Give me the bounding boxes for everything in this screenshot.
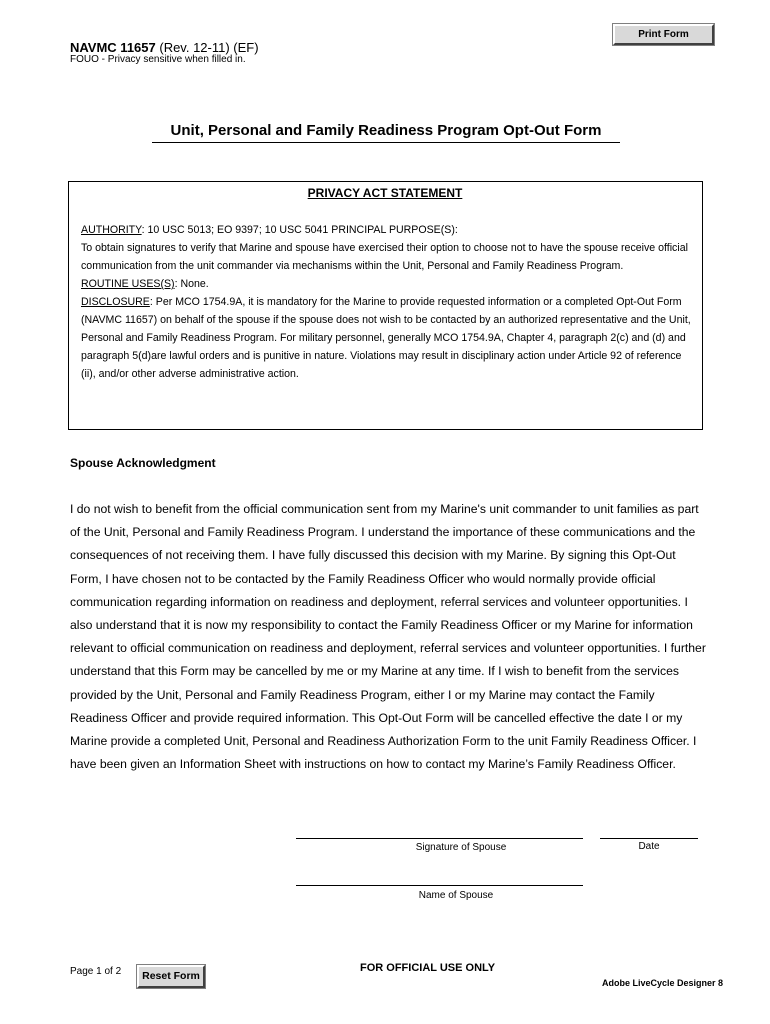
print-form-button[interactable]: Print Form xyxy=(613,24,714,45)
routine-uses-text: : None. xyxy=(174,278,209,290)
spouse-acknowledgment-text: I do not wish to benefit from the official communication sent from my Marine's unit commander to unit families as part of the Unit, Personal and Family Readiness Program. I understand the importance of these communications and the consequences of not receiving them. I have fully discussed this decision with my Marine. By signing this Opt-Out Form, I have chosen not to be contacted by the Family Readiness Officer who would normally provide official communication regarding information on readiness and deployment, referral services and volunteer opportunities. I also understand that it is now my responsibility to contact the Family Readiness Officer or my Marine for information relevant to official communication on readiness and deployment, referral services and volunteer opportunities. I further understand that this Form may be cancelled by me or my Marine at any time. If I wish to benefit from the services provided by the Unit, Personal and Family Readiness Program, either I or my Marine may contact the Family Readiness Officer and provide required information. This Opt-Out Form will be cancelled effective the date I or my Marine provide a completed Unit, Personal and Readiness Authorization Form to the unit Family Readiness Officer. I have been given an Information Sheet with instructions on how to contact my Marine’s Family Readiness Officer. xyxy=(70,502,706,772)
form-revision: (Rev. 12-11) (EF) xyxy=(155,40,259,55)
name-of-spouse-field[interactable] xyxy=(296,885,583,886)
authority-label: AUTHORITY xyxy=(81,224,142,236)
designer-credit: Adobe LiveCycle Designer 8 xyxy=(602,978,724,988)
page-title: Unit, Personal and Family Readiness Program Opt-Out Form xyxy=(152,122,620,143)
form-number: NAVMC 11657 xyxy=(70,40,156,55)
signature-of-spouse-label: Signature of Spouse xyxy=(415,842,507,853)
form-number-line xyxy=(70,40,259,55)
spouse-acknowledgment-heading: Spouse Acknowledgment xyxy=(70,456,216,470)
privacy-act-text xyxy=(81,221,696,383)
purpose-text: To obtain signatures to verify that Marine and spouse have exercised their option to choose not to have the spouse receive official communication from the unit commander via mechanisms within the Unit, Personal and Family Readiness Program. xyxy=(81,242,688,272)
fouo-note: FOUO - Privacy sensitive when filled in. xyxy=(70,54,246,65)
date-label: Date xyxy=(638,841,660,852)
name-of-spouse-label: Name of Spouse xyxy=(418,890,494,901)
authority-line xyxy=(81,221,696,239)
classification-footer: FOR OFFICIAL USE ONLY xyxy=(360,962,496,974)
disclosure-label: DISCLOSURE xyxy=(81,296,150,308)
authority-text: : 10 USC 5013; EO 9397; 10 USC 5041 PRINCIPAL PURPOSE(S): xyxy=(141,224,458,236)
disclosure-text: : Per MCO 1754.9A, it is mandatory for the Marine to provide requested information or a completed Opt-Out Form (NAVMC 11657) on behalf of the spouse if the spouse does not wish to be contacted by an authorized representative and the Unit, Personal and Family Readiness Program. For military personnel, generally MCO 1754.9A, Chapter 4, paragraph 2(c) and (d) and paragraph 5(d)are lawful orders and is punitive in nature. Violations may result in disciplinary action under Article 92 of reference (ii), and/or other adverse administrative action. xyxy=(81,296,691,380)
routine-uses-label: ROUTINE USES(S) xyxy=(81,278,175,290)
reset-form-button[interactable]: Reset Form xyxy=(137,965,205,988)
privacy-act-heading: PRIVACY ACT STATEMENT xyxy=(307,186,463,200)
page-number: Page 1 of 2 xyxy=(70,966,122,977)
signature-of-spouse-field[interactable] xyxy=(296,838,583,839)
date-field[interactable] xyxy=(600,838,698,839)
routine-uses-line xyxy=(81,275,696,293)
disclosure-line xyxy=(81,293,696,383)
